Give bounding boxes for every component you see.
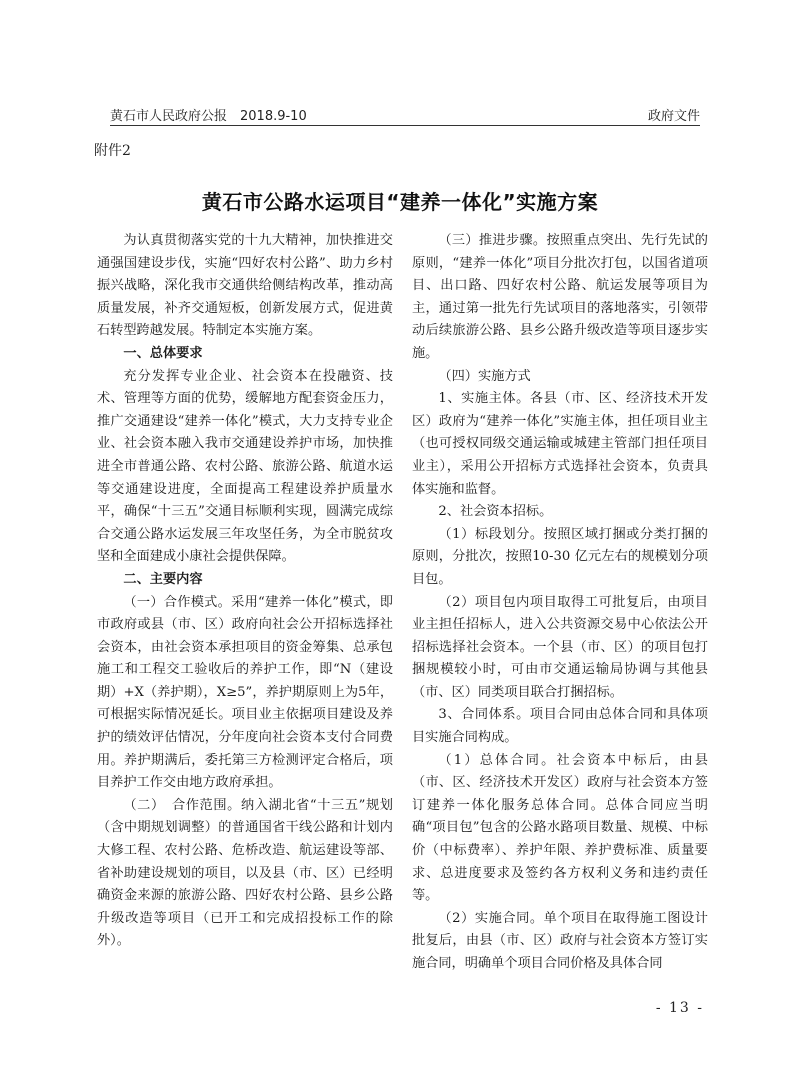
- section-heading: 一、总体要求: [123, 345, 203, 361]
- paragraph: 2、社会资本招标。: [438, 504, 553, 520]
- paragraph: 3、合同体系。项目合同由总体合同和具体项目实施合同构成。: [412, 707, 708, 746]
- paragraph: 1、实施主体。各县（市、区、经济技术开发区）政府为“建养一体化”实施主体，担任项目业主（也可授权同级交通运输或城建主管部门担任项目业主），采用公开招标方式选择社会资本，负责具体实施和监督。: [412, 391, 708, 497]
- paragraph: （一）合作模式。采用“建养一体化”模式，即市政府或县（市、区）政府向社会公开招标选择社会资本，由社会资本承担项目的资金筹集、总承包施工和工程交工验收后的养护工作，即“N（建设期）+X（养护期），X≥5”，养护期原则上为5年，可根据实际情况延长。项目业主依据项目建设及养护的绩效评估情况，分年度向社会资本支付合同费用。养护期满后，委托第三方检测评定合格后，项目养护工作交由地方政府承担。: [97, 594, 393, 791]
- paragraph: （2）实施合同。单个项目在取得施工图设计批复后，由县（市、区）政府与社会资本方签订实施合同，明确单个项目合同价格及具体合同: [412, 910, 708, 971]
- right-column: [412, 230, 708, 976]
- left-column: [97, 230, 393, 953]
- paragraph: （三）推进步骤。按照重点突出、先行先试的原则，“建养一体化”项目分批次打包，以国省道项目、出口路、四好农村公路、航运发展等项目为主，通过第一批先行先试项目的落地落实，引领带动后续旅游公路、县乡公路升级改造等项目逐步实施。: [412, 233, 708, 361]
- paragraph: 为认真贯彻落实党的十九大精神，加快推进交通强国建设步伐，实施“四好农村公路”、助力乡村振兴战略，深化我市交通供给侧结构改革，推动高质量发展，补齐交通短板，创新发展方式，促进黄石转型跨越发展。特制定本实施方案。: [97, 233, 393, 339]
- page-number: - 13 -: [655, 1000, 704, 1016]
- page-header: [110, 103, 700, 126]
- paragraph: 充分发挥专业企业、社会资本在投融资、技术、管理等方面的优势，缓解地方配套资金压力，推广交通建设“建养一体化”模式，大力支持专业企业、社会资本融入我市交通建设养护市场，加快推进全市普通公路、农村公路、旅游公路、航道水运等交通建设进度，全面提高工程建设养护质量水平，确保“十三五”交通目标顺利实现，圆满完成综合交通公路水运发展三年攻坚任务，为全市脱贫攻坚和全面建成小康社会提供保障。: [97, 368, 393, 565]
- paragraph: （1）标段划分。按照区域打捆或分类打捆的原则，分批次，按照10-30 亿元左右的规模划分项目包。: [412, 526, 708, 587]
- section-heading: 二、主要内容: [123, 571, 203, 587]
- header-publication: 黄石市人民政府公报 2018.9-10: [110, 109, 307, 124]
- paragraph: （1）总体合同。社会资本中标后，由县（市、区、经济技术开发区）政府与社会资本方签订建养一体化服务总体合同。总体合同应当明确“项目包”包含的公路水路项目数量、规模、中标价（中标费率）、养护年限、养护费标准、质量要求、总进度要求及签约各方权利义务和违约责任等。: [412, 752, 708, 904]
- document-title: 黄石市公路水运项目“建养一体化”实施方案: [201, 190, 599, 214]
- attachment-label: 附件2: [94, 143, 131, 159]
- paragraph: （二） 合作范围。纳入湖北省“十三五”规划（含中期规划调整）的普通国省干线公路和计划内大修工程、农村公路、危桥改造、航运建设等部、省补助建设规划的项目，以及县（市、区）已经明确资金来源的旅游公路、四好农村公路、县乡公路升级改造等项目（已开工和完成招投标工作的除外）。: [97, 797, 393, 949]
- paragraph: （2）项目包内项目取得工可批复后，由项目业主担任招标人，进入公共资源交易中心依法公开招标选择社会资本。一个县（市、区）的项目包打捆规模较小时，可由市交通运输局协调与其他县（市、区）同类项目联合打捆招标。: [412, 594, 708, 700]
- paragraph: （四）实施方式: [438, 368, 531, 384]
- header-section: 政府文件: [647, 109, 700, 124]
